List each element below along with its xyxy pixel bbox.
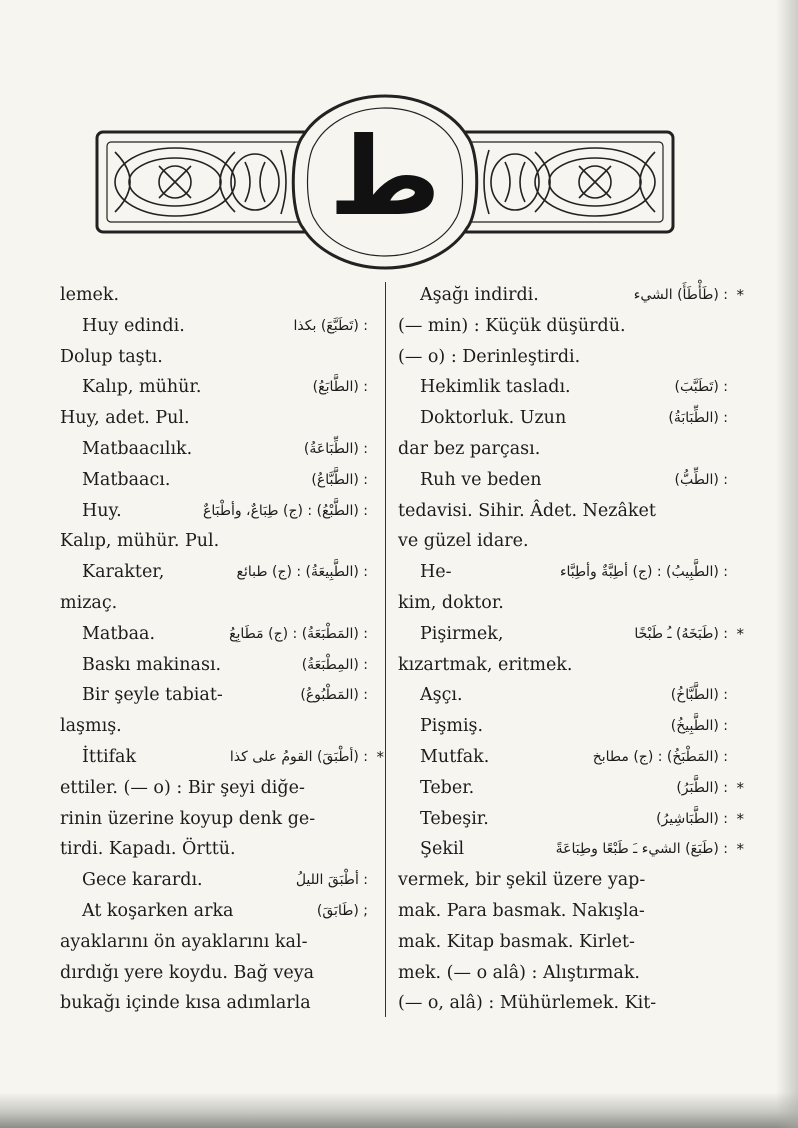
entry-line xyxy=(60,680,368,711)
entry-text: Bir şeyle tabiat- xyxy=(82,685,223,706)
entry-line xyxy=(60,834,368,865)
entry-text: mak. Kitap basmak. Kirlet- xyxy=(398,931,635,952)
entry-line xyxy=(60,896,368,927)
arabic-headword: : (طَأْطَأَ) الشيء xyxy=(633,287,728,303)
arabic-headword: : (الطَّبَّاخُ) xyxy=(670,687,728,704)
entry-line xyxy=(60,496,368,527)
entry-line xyxy=(398,434,728,465)
entry-text: Huy. xyxy=(82,500,122,521)
arabic-headword: : (الطَّبَاشِيرُ) xyxy=(656,810,728,827)
arabic-headword: : (الطَّبْعُ) : (ج) طِبَاعٌ، وأطْبَاعٌ xyxy=(202,502,368,519)
entry-line xyxy=(60,804,368,835)
entry-line xyxy=(60,619,368,650)
entry-line xyxy=(398,311,728,342)
entry-line xyxy=(398,711,728,742)
entry-line xyxy=(398,804,744,835)
entry-line xyxy=(60,958,368,989)
arabic-headword: : أطْبَقَ الليلُ xyxy=(295,872,368,889)
entry-text: ayaklarını ön ayaklarını kal- xyxy=(60,931,308,952)
entry-line xyxy=(398,280,744,311)
entry-line xyxy=(60,773,368,804)
entry-text: mizaç. xyxy=(60,592,118,613)
entry-text: ettiler. (— o) : Bir şeyi diğe- xyxy=(60,777,305,798)
left-column xyxy=(60,280,384,1019)
entry-line xyxy=(398,342,728,373)
arabic-headword: : (الطَّبَرُ) xyxy=(676,779,728,796)
entry-text: Hekimlik tasladı. xyxy=(420,377,571,398)
entry-line xyxy=(398,619,744,650)
entry-line xyxy=(60,280,368,311)
entry-line xyxy=(60,434,368,465)
entry-line xyxy=(60,372,368,403)
entry-text: Pişirmek, xyxy=(420,623,504,644)
arabic-headword: ; (طَابَقَ) xyxy=(316,902,368,919)
entry-line xyxy=(398,680,728,711)
scan-right-edge xyxy=(776,0,798,1128)
arabic-headword: : (المَطْبَخُ) : (ج) مطابخ xyxy=(592,748,728,765)
arabic-headword: : (المَطْبُوعُ) xyxy=(300,687,368,704)
entry-text: He- xyxy=(420,562,452,583)
entry-text: Dolup taştı. xyxy=(60,346,163,367)
entry-text: tirdi. Kapadı. Örttü. xyxy=(60,839,236,860)
entry-line xyxy=(398,988,728,1019)
entry-text: Şekil xyxy=(420,839,465,860)
entry-line xyxy=(398,834,744,865)
entry-text: Baskı makinası. xyxy=(82,654,222,675)
entry-line xyxy=(60,711,368,742)
entry-text: Ruh ve beden xyxy=(420,469,542,490)
entry-line xyxy=(398,865,728,896)
entry-line xyxy=(398,588,728,619)
entry-text: Matbaa. xyxy=(82,623,156,644)
entry-text: Tebeşir. xyxy=(420,808,489,829)
letter-ornament-header xyxy=(95,92,675,272)
entry-text: Aşçı. xyxy=(420,685,463,706)
entry-line xyxy=(398,372,728,403)
root-marker: * xyxy=(736,840,744,859)
arabic-headword: : (الطَّبِيخُ) xyxy=(670,718,728,735)
entry-text: ve güzel idare. xyxy=(398,531,529,552)
entry-text: Aşağı indirdi. xyxy=(420,285,539,305)
entry-line xyxy=(398,403,728,434)
entry-line xyxy=(60,311,368,342)
entry-line xyxy=(60,526,368,557)
entry-text: Doktorluk. Uzun xyxy=(420,408,567,429)
arabic-letter-ta: ط xyxy=(328,115,442,240)
entry-text: (— min) : Küçük düşürdü. xyxy=(398,315,626,336)
entry-line xyxy=(60,465,368,496)
entry-line xyxy=(60,650,368,681)
column-divider xyxy=(385,282,386,1017)
entry-text: Kalıp, mühür. Pul. xyxy=(60,531,220,552)
root-marker: * xyxy=(736,809,744,828)
arabic-headword: : (المِطْبَعَةُ) xyxy=(301,656,368,673)
entry-text: Kalıp, mühür. xyxy=(82,377,202,398)
entry-text: Karakter, xyxy=(82,562,165,583)
entry-text: (— o, alâ) : Mühürlemek. Kit- xyxy=(398,993,657,1014)
entry-line xyxy=(398,742,728,773)
entry-line xyxy=(60,988,368,1019)
entry-text: İttifak xyxy=(82,746,137,767)
arabic-headword: : (الطَّبِيبُ) : (ج) أطِبَّةٌ وأطِبَّاء xyxy=(559,564,728,581)
entry-line xyxy=(398,773,744,804)
entry-text: Pişmiş. xyxy=(420,716,484,737)
entry-text: mek. (— o alâ) : Alıştırmak. xyxy=(398,962,640,983)
scan-bottom-edge xyxy=(0,1092,798,1128)
entry-text: bukağı içinde kısa adımlarla xyxy=(60,993,311,1014)
entry-text: lemek. xyxy=(60,285,120,305)
entry-line xyxy=(60,865,368,896)
arabic-headword: : (الطَّبَّاعُ) xyxy=(311,471,368,488)
entry-line xyxy=(398,526,728,557)
entry-text: kim, doktor. xyxy=(398,592,504,613)
entry-line xyxy=(60,557,368,588)
entry-line xyxy=(60,403,368,434)
entry-text: rinin üzerine koyup denk ge- xyxy=(60,808,316,829)
entry-line xyxy=(60,588,368,619)
entry-text: Gece karardı. xyxy=(82,870,203,891)
arabic-headword: : (الطِّبُّ) xyxy=(674,471,728,488)
right-column xyxy=(398,280,744,1019)
entry-text: vermek, bir şekil üzere yap- xyxy=(398,870,646,891)
entry-text: Mutfak. xyxy=(420,746,490,767)
arabic-headword: : (تَطَبَّبَ) xyxy=(674,379,728,396)
arabic-headword: : (المَطْبَعَةُ) : (ج) مَطَابِعُ xyxy=(229,625,368,642)
entry-text: Huy, adet. Pul. xyxy=(60,408,190,429)
root-marker: * xyxy=(736,624,744,643)
entry-line xyxy=(398,958,728,989)
entry-line xyxy=(398,896,728,927)
entry-line xyxy=(398,557,728,588)
entry-text: At koşarken arka xyxy=(82,900,234,921)
entry-text: dar bez parçası. xyxy=(398,438,541,459)
entry-line xyxy=(398,496,728,527)
arabic-headword: : (الطِّبَاعَةُ) xyxy=(303,440,368,457)
arabic-headword: : (أطْبَقَ) القومُ على كذا xyxy=(229,748,368,765)
entry-line xyxy=(398,465,728,496)
entry-line xyxy=(398,650,728,681)
root-marker: * xyxy=(736,778,744,797)
entry-text: dırdığı yere koydu. Bağ veya xyxy=(60,962,315,983)
arabic-headword: : (الطَّابَعُ) xyxy=(312,379,368,396)
entry-line xyxy=(60,927,368,958)
entry-line xyxy=(60,342,368,373)
entry-text: tedavisi. Sihir. Âdet. Nezâket xyxy=(398,500,656,521)
arabic-headword: : (طَبَخَهُ) ـُ طَبْخًا xyxy=(634,625,728,642)
entry-line xyxy=(398,927,728,958)
arabic-headword: : (طَبَعَ) الشيء ـَ طَبْعًا وطِبَاعَةً xyxy=(555,841,728,858)
entry-text: (— o) : Derinleştirdi. xyxy=(398,346,581,367)
entry-text: Teber. xyxy=(420,777,475,798)
entry-text: laşmış. xyxy=(60,716,122,737)
root-marker: * xyxy=(376,747,384,766)
entry-text: Huy edindi. xyxy=(82,315,185,336)
arabic-headword: : (الطَّبِيعَةُ) : (ج) طبائع xyxy=(236,564,368,581)
entry-text: mak. Para basmak. Nakışla- xyxy=(398,900,645,921)
entry-text: Matbaacı. xyxy=(82,469,171,490)
arabic-headword: : (تَطَبَّعَ) بكذا xyxy=(293,317,368,334)
root-marker: * xyxy=(736,286,744,304)
entry-text: kızartmak, eritmek. xyxy=(398,654,573,675)
entry-line xyxy=(60,742,384,773)
entry-text: Matbaacılık. xyxy=(82,438,193,459)
arabic-headword: : (الطِّبَابَةُ) xyxy=(668,410,728,427)
